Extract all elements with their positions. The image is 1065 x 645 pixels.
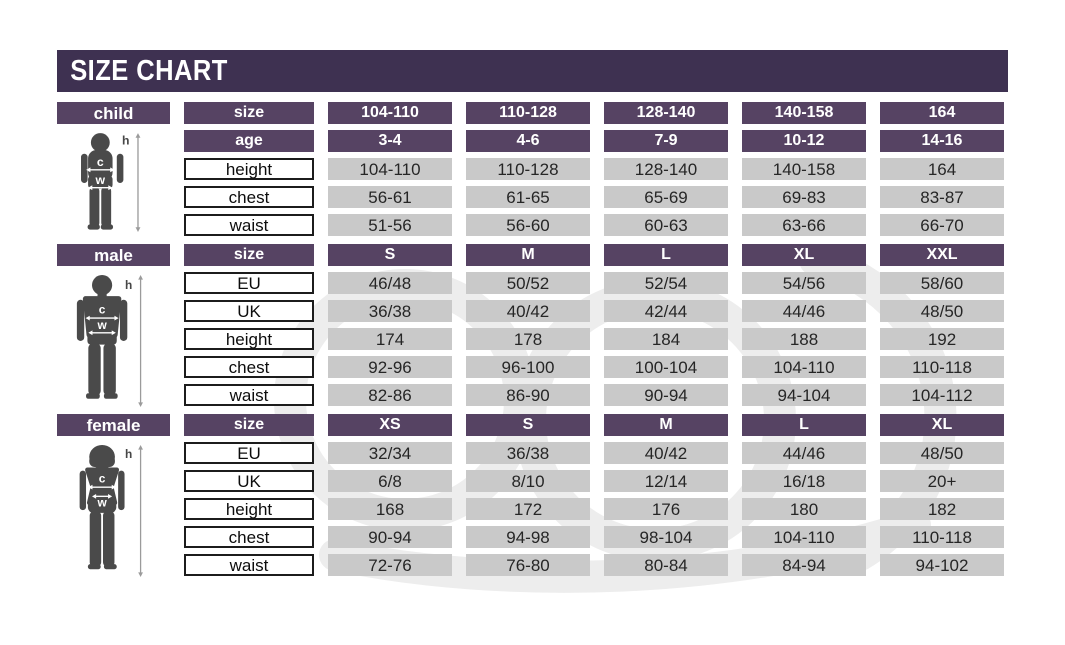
header-value-cell: 10-12	[742, 130, 866, 152]
female-figure-icon	[59, 442, 169, 580]
value-cell: 180	[742, 498, 866, 520]
header-value-cell: 104-110	[328, 102, 452, 124]
row-label-cell: height	[184, 158, 314, 180]
value-cell: 51-56	[328, 214, 452, 236]
header-value-cell: 128-140	[604, 102, 728, 124]
chest-letter: c	[96, 155, 104, 170]
header-label-cell: size	[184, 102, 314, 124]
value-cell: 188	[742, 328, 866, 350]
value-cell: 46/48	[328, 272, 452, 294]
row-label-cell: UK	[184, 300, 314, 322]
header-value-cell: XL	[742, 244, 866, 266]
value-cell: 63-66	[742, 214, 866, 236]
header-value-cell: M	[604, 414, 728, 436]
value-cell: 40/42	[466, 300, 590, 322]
male-silhouette	[76, 275, 126, 399]
row-label-cell: waist	[184, 554, 314, 576]
value-cell: 60-63	[604, 214, 728, 236]
row-label-cell: height	[184, 498, 314, 520]
section-female	[57, 414, 1065, 576]
male-figure-icon	[59, 272, 169, 410]
value-cell: 54/56	[742, 272, 866, 294]
height-letter: h	[124, 446, 132, 461]
value-cell: 12/14	[604, 470, 728, 492]
value-cell: 83-87	[880, 186, 1004, 208]
value-cell: 40/42	[604, 442, 728, 464]
value-cell: 16/18	[742, 470, 866, 492]
value-cell: 8/10	[466, 470, 590, 492]
value-cell: 104-110	[328, 158, 452, 180]
section-male	[57, 244, 1065, 406]
value-cell: 42/44	[604, 300, 728, 322]
value-cell: 48/50	[880, 300, 1004, 322]
row-label-cell: waist	[184, 214, 314, 236]
row-label-cell: chest	[184, 186, 314, 208]
value-cell: 176	[604, 498, 728, 520]
header-value-cell: XXL	[880, 244, 1004, 266]
female-section-header: female	[57, 414, 170, 436]
chest-letter: c	[98, 471, 105, 486]
row-label-cell: UK	[184, 470, 314, 492]
value-cell: 110-118	[880, 526, 1004, 548]
value-cell: 32/34	[328, 442, 452, 464]
header-value-cell: XS	[328, 414, 452, 436]
value-cell: 94-102	[880, 554, 1004, 576]
value-cell: 72-76	[328, 554, 452, 576]
value-cell: 48/50	[880, 442, 1004, 464]
value-cell: 65-69	[604, 186, 728, 208]
waist-letter: w	[96, 318, 107, 333]
header-value-cell: S	[466, 414, 590, 436]
header-value-cell: 164	[880, 102, 1004, 124]
value-cell: 104-110	[742, 356, 866, 378]
value-cell: 178	[466, 328, 590, 350]
value-cell: 94-104	[742, 384, 866, 406]
value-cell: 52/54	[604, 272, 728, 294]
header-value-cell: L	[604, 244, 728, 266]
row-label-cell: height	[184, 328, 314, 350]
row-label-cell: EU	[184, 442, 314, 464]
header-value-cell: M	[466, 244, 590, 266]
value-cell: 58/60	[880, 272, 1004, 294]
value-cell: 69-83	[742, 186, 866, 208]
value-cell: 110-118	[880, 356, 1004, 378]
row-label-cell: EU	[184, 272, 314, 294]
value-cell: 110-128	[466, 158, 590, 180]
child-figure	[57, 130, 170, 236]
header-label-cell: age	[184, 130, 314, 152]
value-cell: 66-70	[880, 214, 1004, 236]
size-chart-tables	[0, 102, 1065, 576]
height-arrow	[138, 445, 143, 577]
value-cell: 168	[328, 498, 452, 520]
height-letter: h	[121, 133, 130, 148]
value-cell: 61-65	[466, 186, 590, 208]
child-figure-icon	[57, 130, 170, 236]
value-cell: 86-90	[466, 384, 590, 406]
male-figure	[57, 272, 170, 406]
header-label-cell: size	[184, 244, 314, 266]
value-cell: 172	[466, 498, 590, 520]
value-cell: 56-60	[466, 214, 590, 236]
chest-letter: c	[98, 302, 105, 317]
page-title: SIZE CHART	[70, 55, 228, 87]
height-arrow	[138, 275, 143, 407]
value-cell: 192	[880, 328, 1004, 350]
value-cell: 104-110	[742, 526, 866, 548]
header-value-cell: L	[742, 414, 866, 436]
row-label-cell: chest	[184, 526, 314, 548]
row-label-cell: waist	[184, 384, 314, 406]
value-cell: 92-96	[328, 356, 452, 378]
value-cell: 104-112	[880, 384, 1004, 406]
value-cell: 44/46	[742, 300, 866, 322]
value-cell: 36/38	[328, 300, 452, 322]
value-cell: 90-94	[604, 384, 728, 406]
value-cell: 82-86	[328, 384, 452, 406]
header-value-cell: 140-158	[742, 102, 866, 124]
header-value-cell: 4-6	[466, 130, 590, 152]
value-cell: 182	[880, 498, 1004, 520]
female-figure	[57, 442, 170, 576]
value-cell: 80-84	[604, 554, 728, 576]
value-cell: 44/46	[742, 442, 866, 464]
section-child	[57, 102, 1065, 236]
header-value-cell: XL	[880, 414, 1004, 436]
header-value-cell: 14-16	[880, 130, 1004, 152]
header-value-cell: 7-9	[604, 130, 728, 152]
waist-letter: w	[96, 495, 107, 510]
header-label-cell: size	[184, 414, 314, 436]
value-cell: 84-94	[742, 554, 866, 576]
value-cell: 6/8	[328, 470, 452, 492]
child-section-header: child	[57, 102, 170, 124]
value-cell: 50/52	[466, 272, 590, 294]
header-value-cell: 110-128	[466, 102, 590, 124]
height-letter: h	[124, 277, 132, 292]
value-cell: 98-104	[604, 526, 728, 548]
value-cell: 96-100	[466, 356, 590, 378]
header-value-cell: 3-4	[328, 130, 452, 152]
value-cell: 36/38	[466, 442, 590, 464]
value-cell: 174	[328, 328, 452, 350]
value-cell: 90-94	[328, 526, 452, 548]
value-cell: 76-80	[466, 554, 590, 576]
value-cell: 94-98	[466, 526, 590, 548]
value-cell: 56-61	[328, 186, 452, 208]
header-value-cell: S	[328, 244, 452, 266]
value-cell: 100-104	[604, 356, 728, 378]
row-label-cell: chest	[184, 356, 314, 378]
male-section-header: male	[57, 244, 170, 266]
value-cell: 140-158	[742, 158, 866, 180]
value-cell: 20+	[880, 470, 1004, 492]
value-cell: 164	[880, 158, 1004, 180]
value-cell: 184	[604, 328, 728, 350]
value-cell: 128-140	[604, 158, 728, 180]
height-arrow	[136, 133, 141, 232]
waist-letter: w	[95, 172, 106, 187]
title-bar	[57, 50, 1008, 92]
